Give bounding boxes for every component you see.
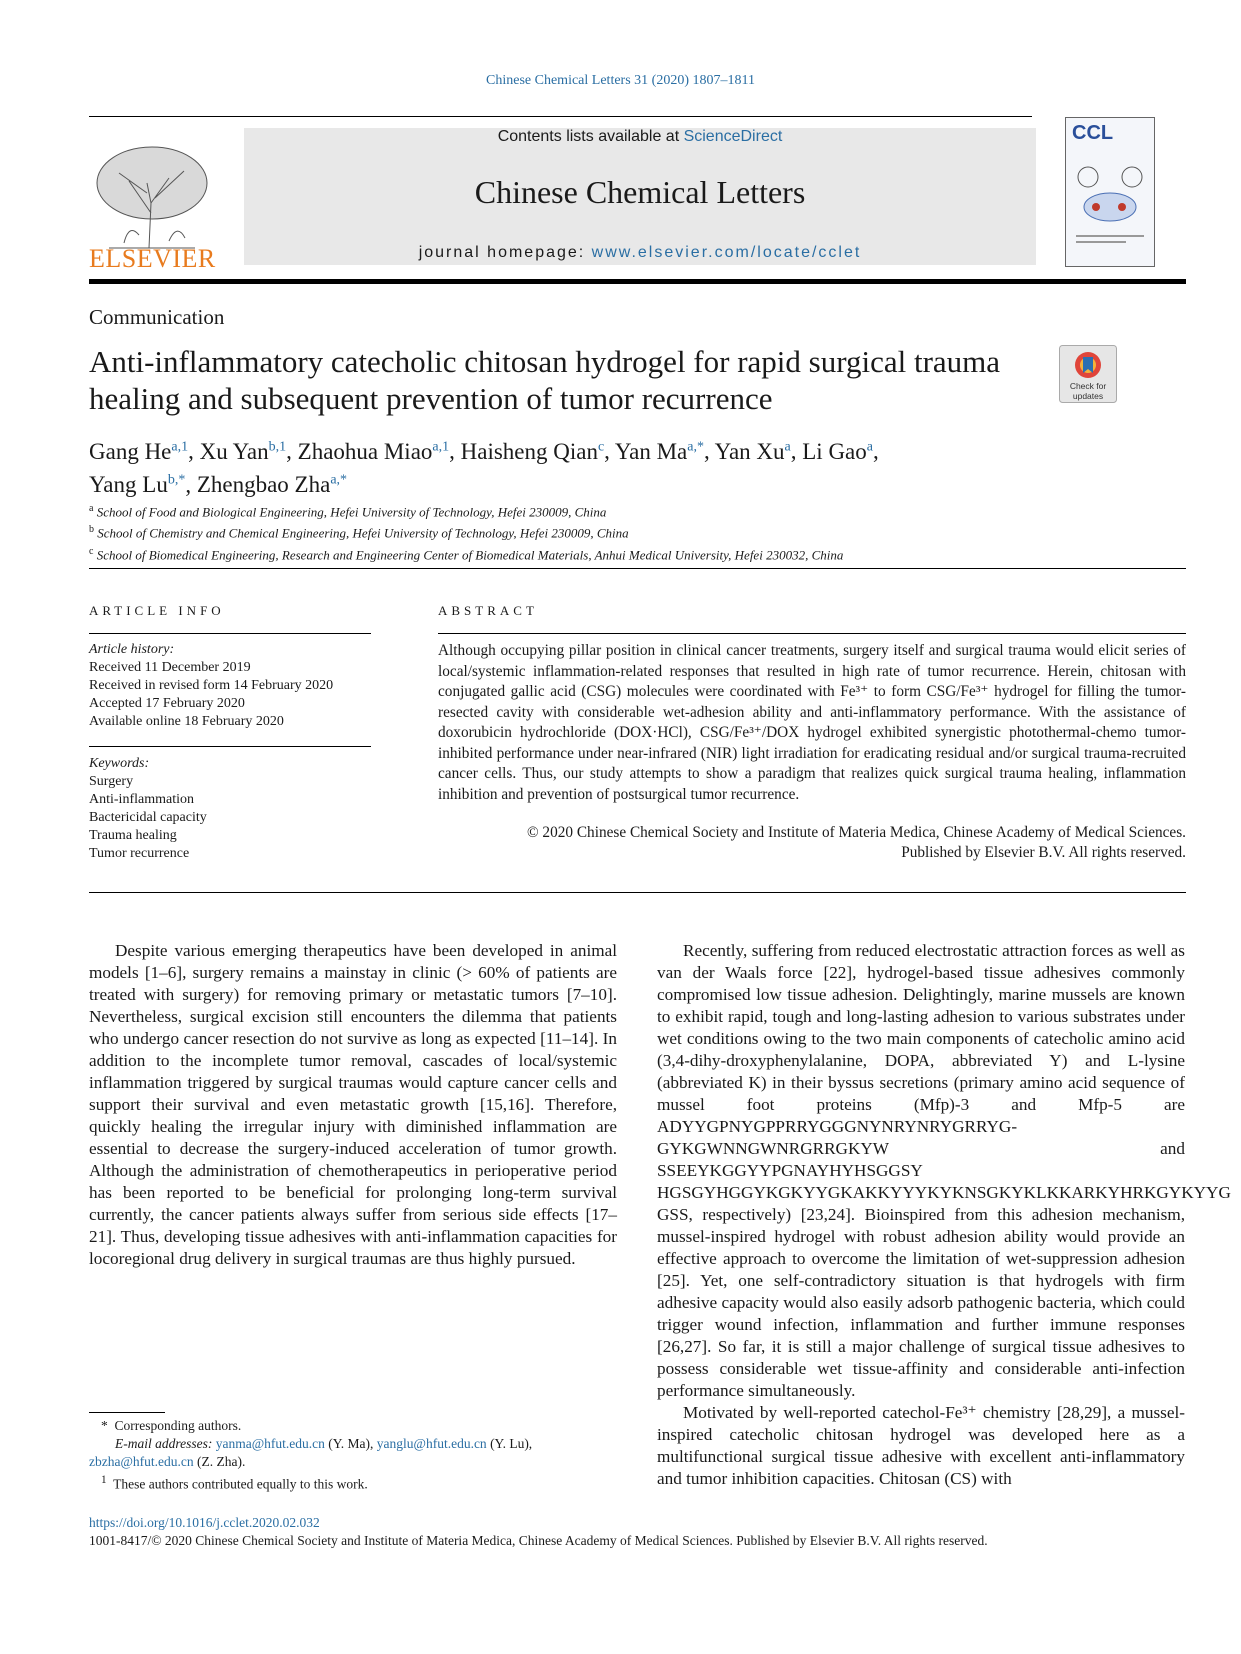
author: Zhengbao Zha$^{a,*}$ [196,472,348,498]
footer-copyright: 1001-8417/© 2020 Chinese Chemical Society and Institute of Materia Medica, Chinese Academy of Medical Sciences. Published by Elsevier B.V. All rights reserved. [89,1533,988,1548]
body-paragraph: Recently, suffering from reduced electrostatic attraction forces as well as van der Waals force [22], hydrogel-based tissue adhesives commonly compromised low tissue adhesion. Delightingly, marine mussels are known to exhibit rapid, tough and long-lasting adhesion to various substrates under wet conditions owing to the two main components of catecholic amino acid (3,4-dihy-droxyphenylalanine, DOPA, abbreviated Y) and L-lysine (abbreviated K) in their byssus secretions (primary amino acid sequence of mussel foot proteins (Mfp)-3 and Mfp-5 are ADYYGPNYGPPRRYGGGNYNRYNRYGRRYG-GYKGWNNGWNRGRRGKYW and SSEEYKGGYYPGNAYHYHSGGSY HGSGYHGGYKGKYYGKAKKYYYKYKNSGKYKLKKARKYHRKGYKYYG GSS, respectively) [23,24]. Bioinspired from this adhesion mechanism, mussel-inspired hydrogel with robust adhesion ability would provide an effective approach to overcome the limitation of wet-suppression adhesion [25]. Yet, one self-contradictory situation is that hydrogels with firm adhesive capacity would also easily adsorb pathogenic bacteria, which could trigger wound infection, inflammation and further immune responses [26,27]. So far, it is still a major challenge of surgical tissue adhesives to possess considerable wet tissue-affinity and considerable anti-infection performance simultaneously. [657,941,1231,1400]
author: Haisheng Qian$^c$ [460,438,605,464]
abstract-rule [438,633,1186,634]
cover-artwork [1066,145,1154,263]
abstract-bottom-rule [89,892,1186,893]
body-column-right [657,940,1231,1490]
homepage-prefix: journal homepage: [418,244,592,261]
email-link[interactable]: zbzha@hfut.edu.cn [89,1454,194,1469]
article-info-rule [89,633,371,634]
author: Zhaohua Miao$^{a,1}$ [297,438,450,464]
journal-title: Chinese Chemical Letters [474,174,806,210]
corresponding-note: * Corresponding authors. [101,1418,242,1433]
contents-prefix: Contents lists available at [497,128,684,145]
author: Gang He$^{a,1}$ [89,438,189,464]
keyword: Anti-inflammation [89,792,194,807]
author: Yan Xu$^a$ [714,438,791,464]
equal-contribution-note: $^1$ These authors contributed equally to this work. [101,1474,368,1492]
author: Yan $Ma^{a,*}$ [614,438,704,464]
article-history: Article history: Received 11 December 2019 Received in revised form 14 February 2020 Accepted 17 February 2020 Available online 18 February 2020 [89,642,334,729]
journal-cover-thumbnail[interactable] [1065,117,1155,267]
affiliation-c: $^c$ School of Biomedical Engineering, Research and Engineering Center of Biomedical Materials, Anhui Medical University, Hefei 230032, China [89,545,844,562]
footnotes [89,1417,629,1494]
journal-citation[interactable]: Chinese Chemical Letters 31 (2020) 1807–1811 [486,73,755,88]
article-type: Communication [89,305,225,329]
header-rule [89,116,1032,117]
keyword: Tumor recurrence [89,846,190,861]
author: Yang $Lu^{b,*}$ [89,472,186,498]
keyword: Bactericidal capacity [89,810,207,825]
author-list: Gang He$^{a,1}$, Xu Yan$^{b,1}$, Zhaohua Miao$^{a,1}$, Haisheng Qian$^c$, Yan $Ma^{a,*}$, Yan Xu$^a$, Li Gao$^a$, Yang $Lu^{b,*}$, Zhengbao Zha$^{a,*}$ [89,438,879,498]
body-paragraph: Despite various emerging therapeutics have been developed in animal models [1–6], surgery remains a mainstay in clinic (> 60% of patients are treated with surgery) for removing primary or metastatic tumors [7–10]. Nevertheless, surgical excision still encounters the dilemma that patients who undergo cancer resection do not survive as long as expected [11–14]. In addition to the incomplete tumor removal, cascades of local/systemic inflammation triggered by surgical traumas would capture cancer cells and support their survival and even metastatic growth [15,16]. Therefore, quickly healing the irregular injury with diminished inflammation are essential to decrease the surgery-induced acceleration of tumor growth. Although the administration of chemotherapeutics in perioperative period has been reported to be beneficial for prolonging long-term survival currently, the cancer patients always suffer from serious side effects [17–21]. Thus, developing tissue adhesives with anti-inflammation capacities for locoregional drug delivery in surgical traumas are thus highly pursued. [89,941,617,1268]
sciencedirect-link[interactable]: ScienceDirect [683,128,783,145]
email-note-cont: zbzha@hfut.edu.cn (Z. Zha). [89,1454,246,1469]
doi-link[interactable]: https://doi.org/10.1016/j.cclet.2020.02.032 [89,1515,320,1530]
contents-line [244,128,1036,146]
email-note: E-mail addresses: yanma@hfut.edu.cn (Y. Ma), yanglu@hfut.edu.cn (Y. Lu), [115,1436,533,1451]
header-thick-rule [89,279,1186,284]
elsevier-wordmark: ELSEVIER [89,244,216,273]
abstract-copyright: © 2020 Chinese Chemical Society and Institute of Materia Medica, Chinese Academy of Medical Sciences. Published by Elsevier B.V. All rights reserved. [526,824,1186,861]
email-link[interactable]: yanglu@hfut.edu.cn [376,1436,487,1451]
homepage-line [244,244,1036,262]
email-link[interactable]: yanma@hfut.edu.cn [215,1436,325,1451]
article-title: Anti-inflammatory catecholic chitosan hydrogel for rapid surgical trauma healing and subsequent prevention of tumor recurrence [89,344,1001,416]
affiliation-a: $^a$ School of Food and Biological Engineering, Hefei University of Technology, Hefei 230009, China [89,503,607,520]
author: Xu Yan$^{b,1}$ [199,438,287,464]
crossmark-badge[interactable] [1059,345,1117,403]
keywords: Keywords: Surgery Anti-inflammation Bactericidal capacity Trauma healing Tumor recurrence [89,755,371,863]
author: Li Gao$^a$ [802,438,873,464]
homepage-link[interactable]: www.elsevier.com/locate/cclet [591,244,862,261]
footnote-rule [89,1412,165,1413]
abstract-heading: ABSTRACT [438,603,538,618]
abstract-text: Although occupying pillar position in clinical cancer treatments, surgery itself and surgical trauma would elicit series of local/systemic inflammation-related responses that resulted in high rate of tumor recurrence. Herein, chitosan with conjugated gallic acid (CSG) molecules were coordinated with Fe³⁺ to form CSG/Fe³⁺ hydrogel for filling the tumor-resected cavity with considerable wet-adhesion ability and anti-inflammatory performance. With the assistance of doxorubicin hydrochloride (DOX·HCl), CSG/Fe³⁺/DOX hydrogel exhibited synergistic photothermal-chemo tumor-inhibited performance under near-infrared (NIR) light irradiation for eradicating residual and/or surgical trauma-recruited cancer cells. Thus, our study attempts to show a paradigm that realizes quick surgical trauma healing, inflammation inhibition and prevention of postsurgical tumor recurrence. [438,642,1186,803]
affiliations-rule [89,568,1186,569]
cover-label: CCL [1072,122,1114,144]
body-column-left [89,940,617,1270]
keywords-rule [89,746,371,747]
affiliation-b: $^b$ School of Chemistry and Chemical Engineering, Hefei University of Technology, Hefei 230009, China [89,524,629,541]
article-info-heading: ARTICLE INFO [89,603,225,618]
affiliations [89,500,843,564]
keyword: Surgery [89,774,134,789]
keyword: Trauma healing [89,828,177,843]
body-paragraph: Motivated by well-reported catechol-Fe³⁺ chemistry [28,29], a mussel-inspired catecholic chitosan hydrogel was developed here as a multifunctional surgical tissue adhesive with excellent anti-inflammatory and tumor inhibition capacities. Chitosan (CS) with [657,1403,1185,1488]
crossmark-label: Check for updates [1069,381,1107,401]
